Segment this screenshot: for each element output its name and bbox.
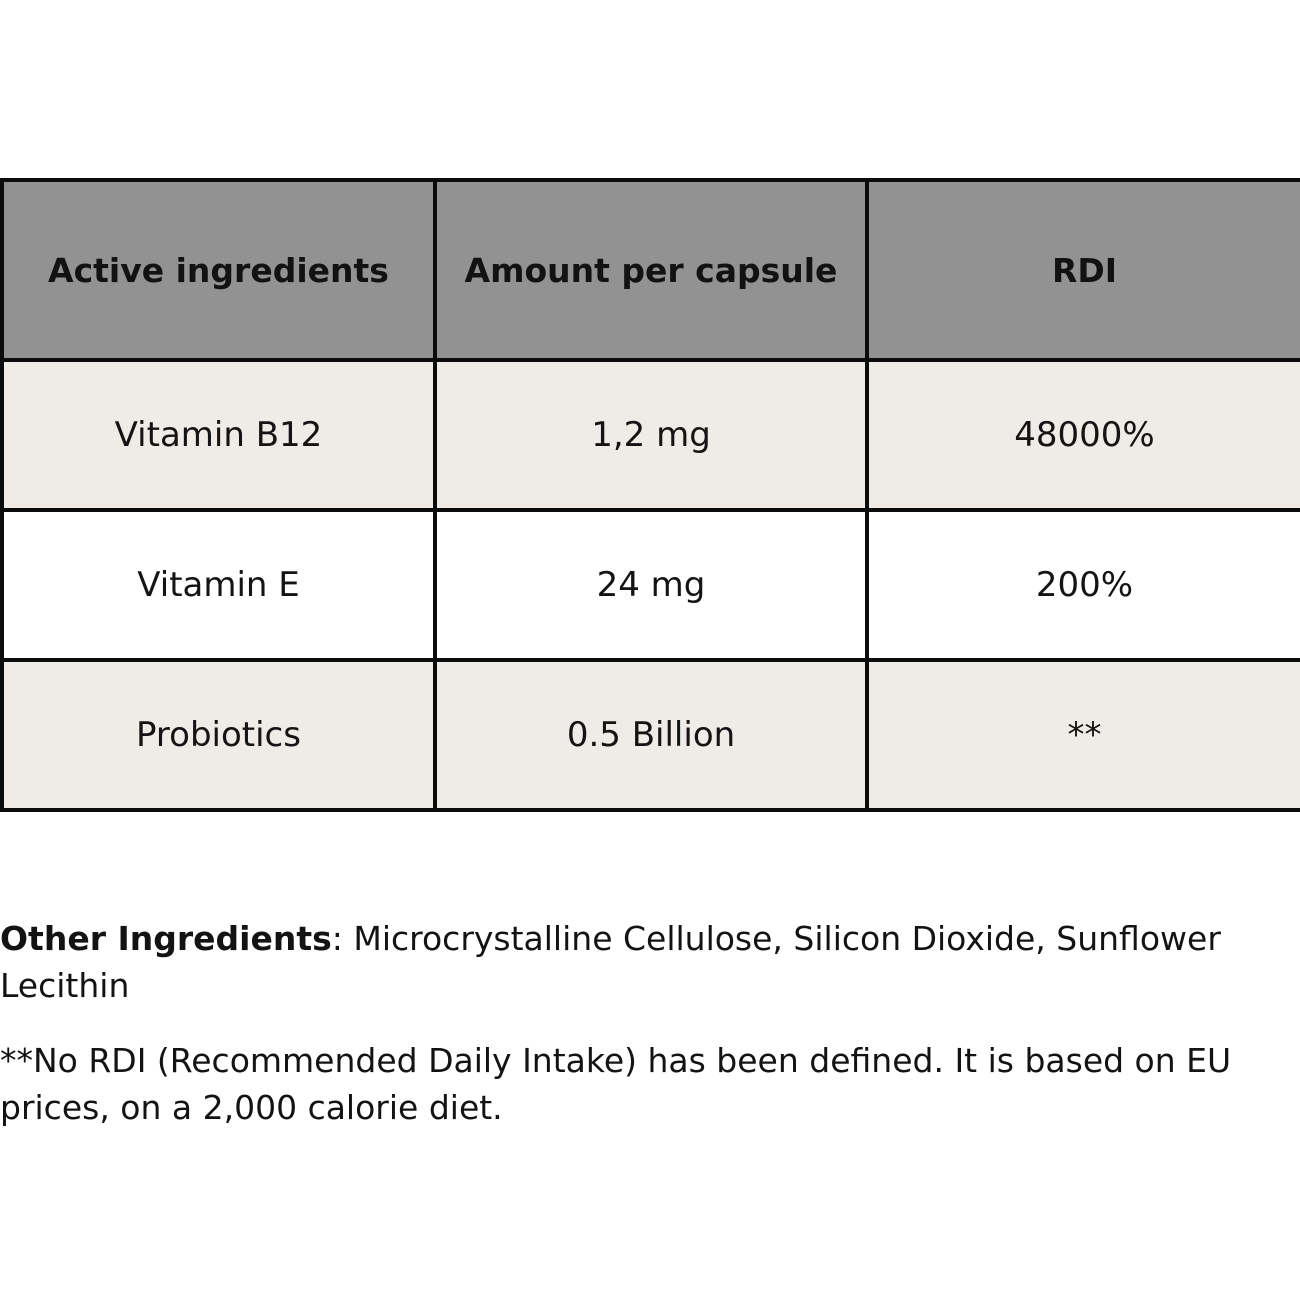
rdi-cell: 200% — [867, 510, 1300, 660]
notes-section — [0, 915, 1280, 1159]
table-row — [2, 510, 1300, 660]
amount-cell: 24 mg — [435, 510, 867, 660]
table-row — [2, 660, 1300, 810]
other-ingredients-paragraph — [0, 915, 1280, 1009]
rdi-cell: ** — [867, 660, 1300, 810]
ingredient-cell: Vitamin B12 — [2, 360, 435, 510]
other-ingredients-label: Other Ingredients — [0, 919, 332, 958]
header-amount-per-capsule: Amount per capsule — [435, 180, 867, 360]
header-active-ingredients: Active ingredients — [2, 180, 435, 360]
rdi-cell: 48000% — [867, 360, 1300, 510]
ingredient-cell: Vitamin E — [2, 510, 435, 660]
ingredients-table — [0, 178, 1300, 812]
amount-cell: 1,2 mg — [435, 360, 867, 510]
rdi-footnote: **No RDI (Recommended Daily Intake) has been defined. It is based on EU prices, on a 2,000 calorie diet. — [0, 1041, 1232, 1127]
amount-cell: 0.5 Billion — [435, 660, 867, 810]
ingredient-cell: Probiotics — [2, 660, 435, 810]
table-row — [2, 360, 1300, 510]
header-rdi: RDI — [867, 180, 1300, 360]
table-header-row — [2, 180, 1300, 360]
other-ingredients-text: : Microcrystalline Cellulose, Silicon Dioxide, Sunflower Lecithin — [0, 919, 1221, 1005]
